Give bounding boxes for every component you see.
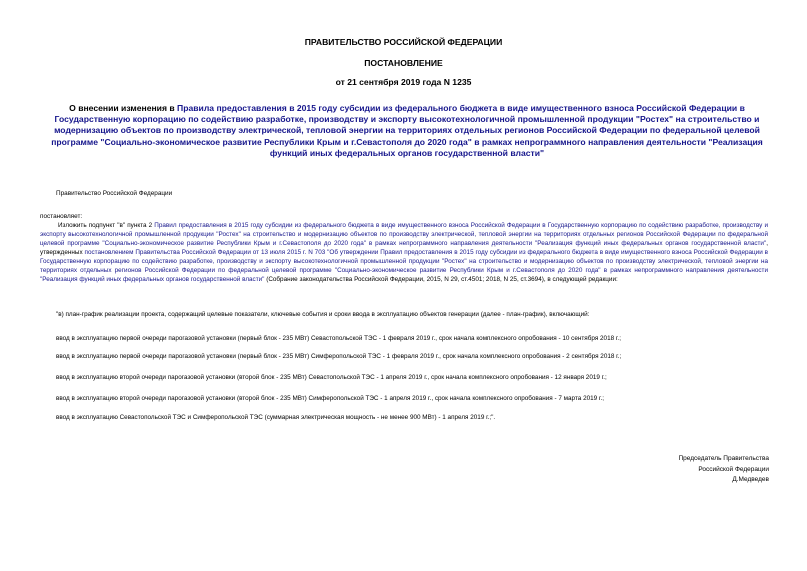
list-item: ввод в эксплуатацию первой очереди парогазовой установки (первый блок - 235 МВт) Симферопольской ТЭС - 1 февраля 2019 г., срок начала комплексного опробования - 2 сентября 2018 г.; <box>56 353 622 360</box>
list-item: ввод в эксплуатацию Севастопольской ТЭС и Симферопольской ТЭС (суммарная электрическая мощность - не менее 900 МВт) - 1 апреля 2019 г.;". <box>56 414 496 421</box>
list-item: ввод в эксплуатацию второй очереди парогазовой установки (второй блок - 235 МВт) Симферопольской ТЭС - 1 апреля 2019 г., срок начала комплексного опробования - 7 марта 2019 г.; <box>56 395 605 402</box>
document-date-number: от 21 сентября 2019 года N 1235 <box>335 77 472 87</box>
signatory-position: Председатель Правительства <box>678 455 769 462</box>
main-paragraph <box>40 222 768 285</box>
document-type-heading: ПОСТАНОВЛЕНИЕ <box>364 58 443 68</box>
rules-link[interactable]: Правил предоставления в 2015 году субсидии из федерального бюджета в виде имущественного взноса Российской Федерации в Государственную корпорацию по содействию разработке, производству и экспорту высокотехнологичной промышленной продукции "Ростех" на строительство и модернизацию объектов по производству электрической, тепловой энергии на территориях отдельных регионов Российской Федерации по федеральной целевой программе "Социально-экономическое развитие Республики Крым и г.Севастополя до 2020 года" в рамках непрограммного направления деятельности "Реализация функций иных федеральных органов государственной власти" <box>40 222 769 247</box>
title-prefix: О внесении изменения в <box>69 103 178 113</box>
decree-line: постановляет: <box>40 213 83 220</box>
government-heading: ПРАВИТЕЛЬСТВО РОССИЙСКОЙ ФЕДЕРАЦИИ <box>304 37 503 47</box>
title-rules-link[interactable]: Правила предоставления в 2015 году субсидии из федерального бюджета в виде имущественного взноса Российской Федерации в Государственную корпорацию по содействию разработке, производству и экспорту высокотехнологичной промышленной продукции "Ростех" на строительство и модернизацию объектов по производству электрической, тепловой энергии на территориях отдельных регионов Российской Федерации по федеральной целевой программе "Социально-экономическое развитие Республики Крым и г.Севастополя до 2020 года" в рамках непрограммного направления деятельности "Реализация функций иных федеральных органов государственной власти" <box>51 103 763 158</box>
list-item: "в) план-график реализации проекта, содержащий целевые показатели, ключевые события и сроки ввода в эксплуатацию объектов генерации (далее - план-график), включающий: <box>56 311 590 318</box>
list-item: ввод в эксплуатацию первой очереди парогазовой установки (первый блок - 235 МВт) Севастопольской ТЭС - 1 февраля 2019 г., срок начала комплексного опробования - 10 сентября 2018 г.; <box>56 335 621 342</box>
signatory-name: Д.Медведев <box>732 476 769 483</box>
signature-block <box>678 454 769 486</box>
paragraph-end: (Собрание законодательства Российской Федерации, 2015, N 29, ст.4501; 2018, N 25, ст.3694), в следующей редакции: <box>264 275 618 283</box>
signatory-position-line2: Российской Федерации <box>698 465 769 473</box>
government-line: Правительство Российской Федерации <box>56 190 173 197</box>
document-title <box>46 103 768 159</box>
list-item: ввод в эксплуатацию второй очереди парогазовой установки (второй блок - 235 МВт) Севастопольской ТЭС - 1 апреля 2019 г., срок начала комплексного опробования - 12 января 2019 г.; <box>56 374 607 381</box>
paragraph-mid: , утвержденных <box>40 239 768 256</box>
resolution-link[interactable]: постановлением Правительства Российской Федерации от 13 июля 2015 г. N 703 "Об утверждении Правил предоставления в 2015 году субсидии из федерального бюджета в виде имущественного взноса Российской Федерации в Государственную корпорацию по содействию разработке, производству и экспорту высокотехнологичной промышленной продукции "Ростех" на строительство и модернизацию объектов по производству электрической, тепловой энергии на территориях отдельных регионов Российской Федерации по федеральной целевой программе "Социально-экономическое развитие Республики Крым и г.Севастополя до 2020 года" в рамках непрограммного направления деятельности "Реализация функций иных федеральных органов государственной власти" <box>40 248 769 283</box>
paragraph-intro: Изложить подпункт "в" пункта 2 <box>58 222 155 229</box>
